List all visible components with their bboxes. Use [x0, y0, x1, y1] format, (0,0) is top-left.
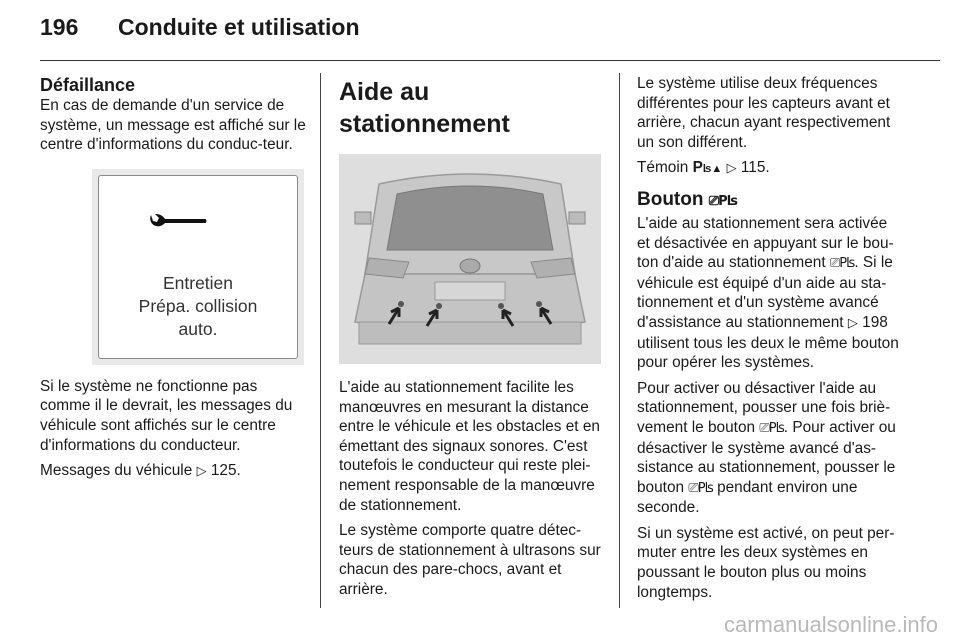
- parking-button-icon: ⎚Pʪ: [759, 420, 784, 436]
- temoin-label: Témoin: [637, 159, 689, 177]
- frequencies-paragraph: Le système utilise deux fréquences différentes pour les capteurs avant et arrière, chacun ayant respectivement un son différent.: [637, 75, 891, 151]
- display-screen: [98, 175, 298, 359]
- display-line-1: Entretien: [162, 272, 234, 293]
- heading-aide-stationnement: Aide au stationnement: [339, 78, 510, 138]
- activation-part-1: Pour activer ou désactiver l'aide au stationnement, pousser une fois briè-vement le bouton: [637, 379, 891, 436]
- column-failure: [40, 74, 306, 488]
- service-message-figure: [40, 169, 306, 365]
- page-header-title: Conduite et utilisation: [118, 14, 360, 40]
- page-ref-arrow-icon: ▷: [196, 464, 207, 480]
- display-line-3: auto.: [178, 318, 218, 339]
- vehicle-messages-page[interactable]: 125.: [210, 462, 241, 480]
- parking-assist-intro: L'aide au stationnement facilite les manœuvres en mesurant la distance entre le véhicule et les obstacles et en émettant des signaux sonores. C'est toutefois le conducteur qui reste plei-nement responsable de la manœuvre de stationnement.: [339, 379, 600, 514]
- activation-part-3: pendant environ une seconde.: [637, 478, 858, 517]
- car-rear-figure: [339, 154, 601, 364]
- button-paragraph-part-3: utilisent tous les deux le même bouton pour opérer les systèmes.: [637, 334, 899, 372]
- malfunction-paragraph: Si le système ne fonctionne pas comme il le devrait, les messages du véhicule sont affichés sur le centre d'informations du conducteur.: [40, 377, 293, 454]
- sensors-paragraph: Le système comporte quatre détec-teurs de stationnement à ultrasons sur chacun des pare-chocs, avant et arrière.: [339, 522, 601, 598]
- button-paragraph: [637, 214, 903, 373]
- parking-warning-icon: Pʪ▲: [692, 159, 723, 177]
- switch-systems-paragraph: Si un système est activé, on peut per-muter entre les deux systèmes en poussant le bouton plus ou moins longtemps.: [637, 524, 895, 601]
- bouton-heading-text: Bouton: [637, 188, 704, 210]
- parking-button-icon: ⎚Pʪ: [688, 480, 713, 496]
- vehicle-messages-ref: [40, 461, 306, 482]
- watermark: carmanualsonline.info: [723, 612, 938, 637]
- page-ref-arrow-icon: ▷: [847, 315, 858, 331]
- failure-paragraph: En cas de demande d'un service de système, un message est affiché sur le centre d'informations du conduc-teur.: [40, 97, 306, 154]
- heading-bouton: [637, 188, 903, 214]
- heading-defaillance: Défaillance: [40, 75, 136, 95]
- column-divider-left: [320, 73, 321, 608]
- display-line-2: Prépa. collision: [138, 295, 258, 316]
- temoin-ref: [637, 158, 903, 180]
- column-divider-right: [619, 73, 620, 608]
- activation-part-2: . Pour activer ou désactiver le système avancé d'as-sistance au stationnement, pousser le bouton: [637, 418, 896, 496]
- activation-paragraph: [637, 379, 903, 518]
- car-rear-illustration: [339, 154, 601, 364]
- header-rule: [40, 60, 940, 61]
- column-parking-button: [637, 74, 903, 608]
- wrench-icon: [149, 210, 209, 234]
- button-paragraph-part-1: L'aide au stationnement sera activée et désactivée en appuyant sur le bou-ton d'aide au stationnement: [637, 214, 894, 272]
- vehicle-messages-text: Messages du véhicule: [40, 462, 193, 480]
- display-panel: [92, 169, 304, 365]
- parking-button-icon: ⎚Pʪ: [708, 193, 737, 209]
- page-number: 196: [40, 14, 79, 40]
- temoin-page[interactable]: 115.: [740, 159, 770, 177]
- parking-button-icon: ⎚Pʪ: [829, 256, 855, 272]
- advanced-assist-page[interactable]: 198: [862, 313, 888, 331]
- page-ref-arrow-icon: ▷: [726, 161, 737, 177]
- column-parking-assist: [339, 74, 605, 606]
- button-paragraph-part-2: . Si le véhicule est équipé d'un aide au sta-tionnement et d'un système avancé d'assistance au stationnement: [637, 254, 893, 331]
